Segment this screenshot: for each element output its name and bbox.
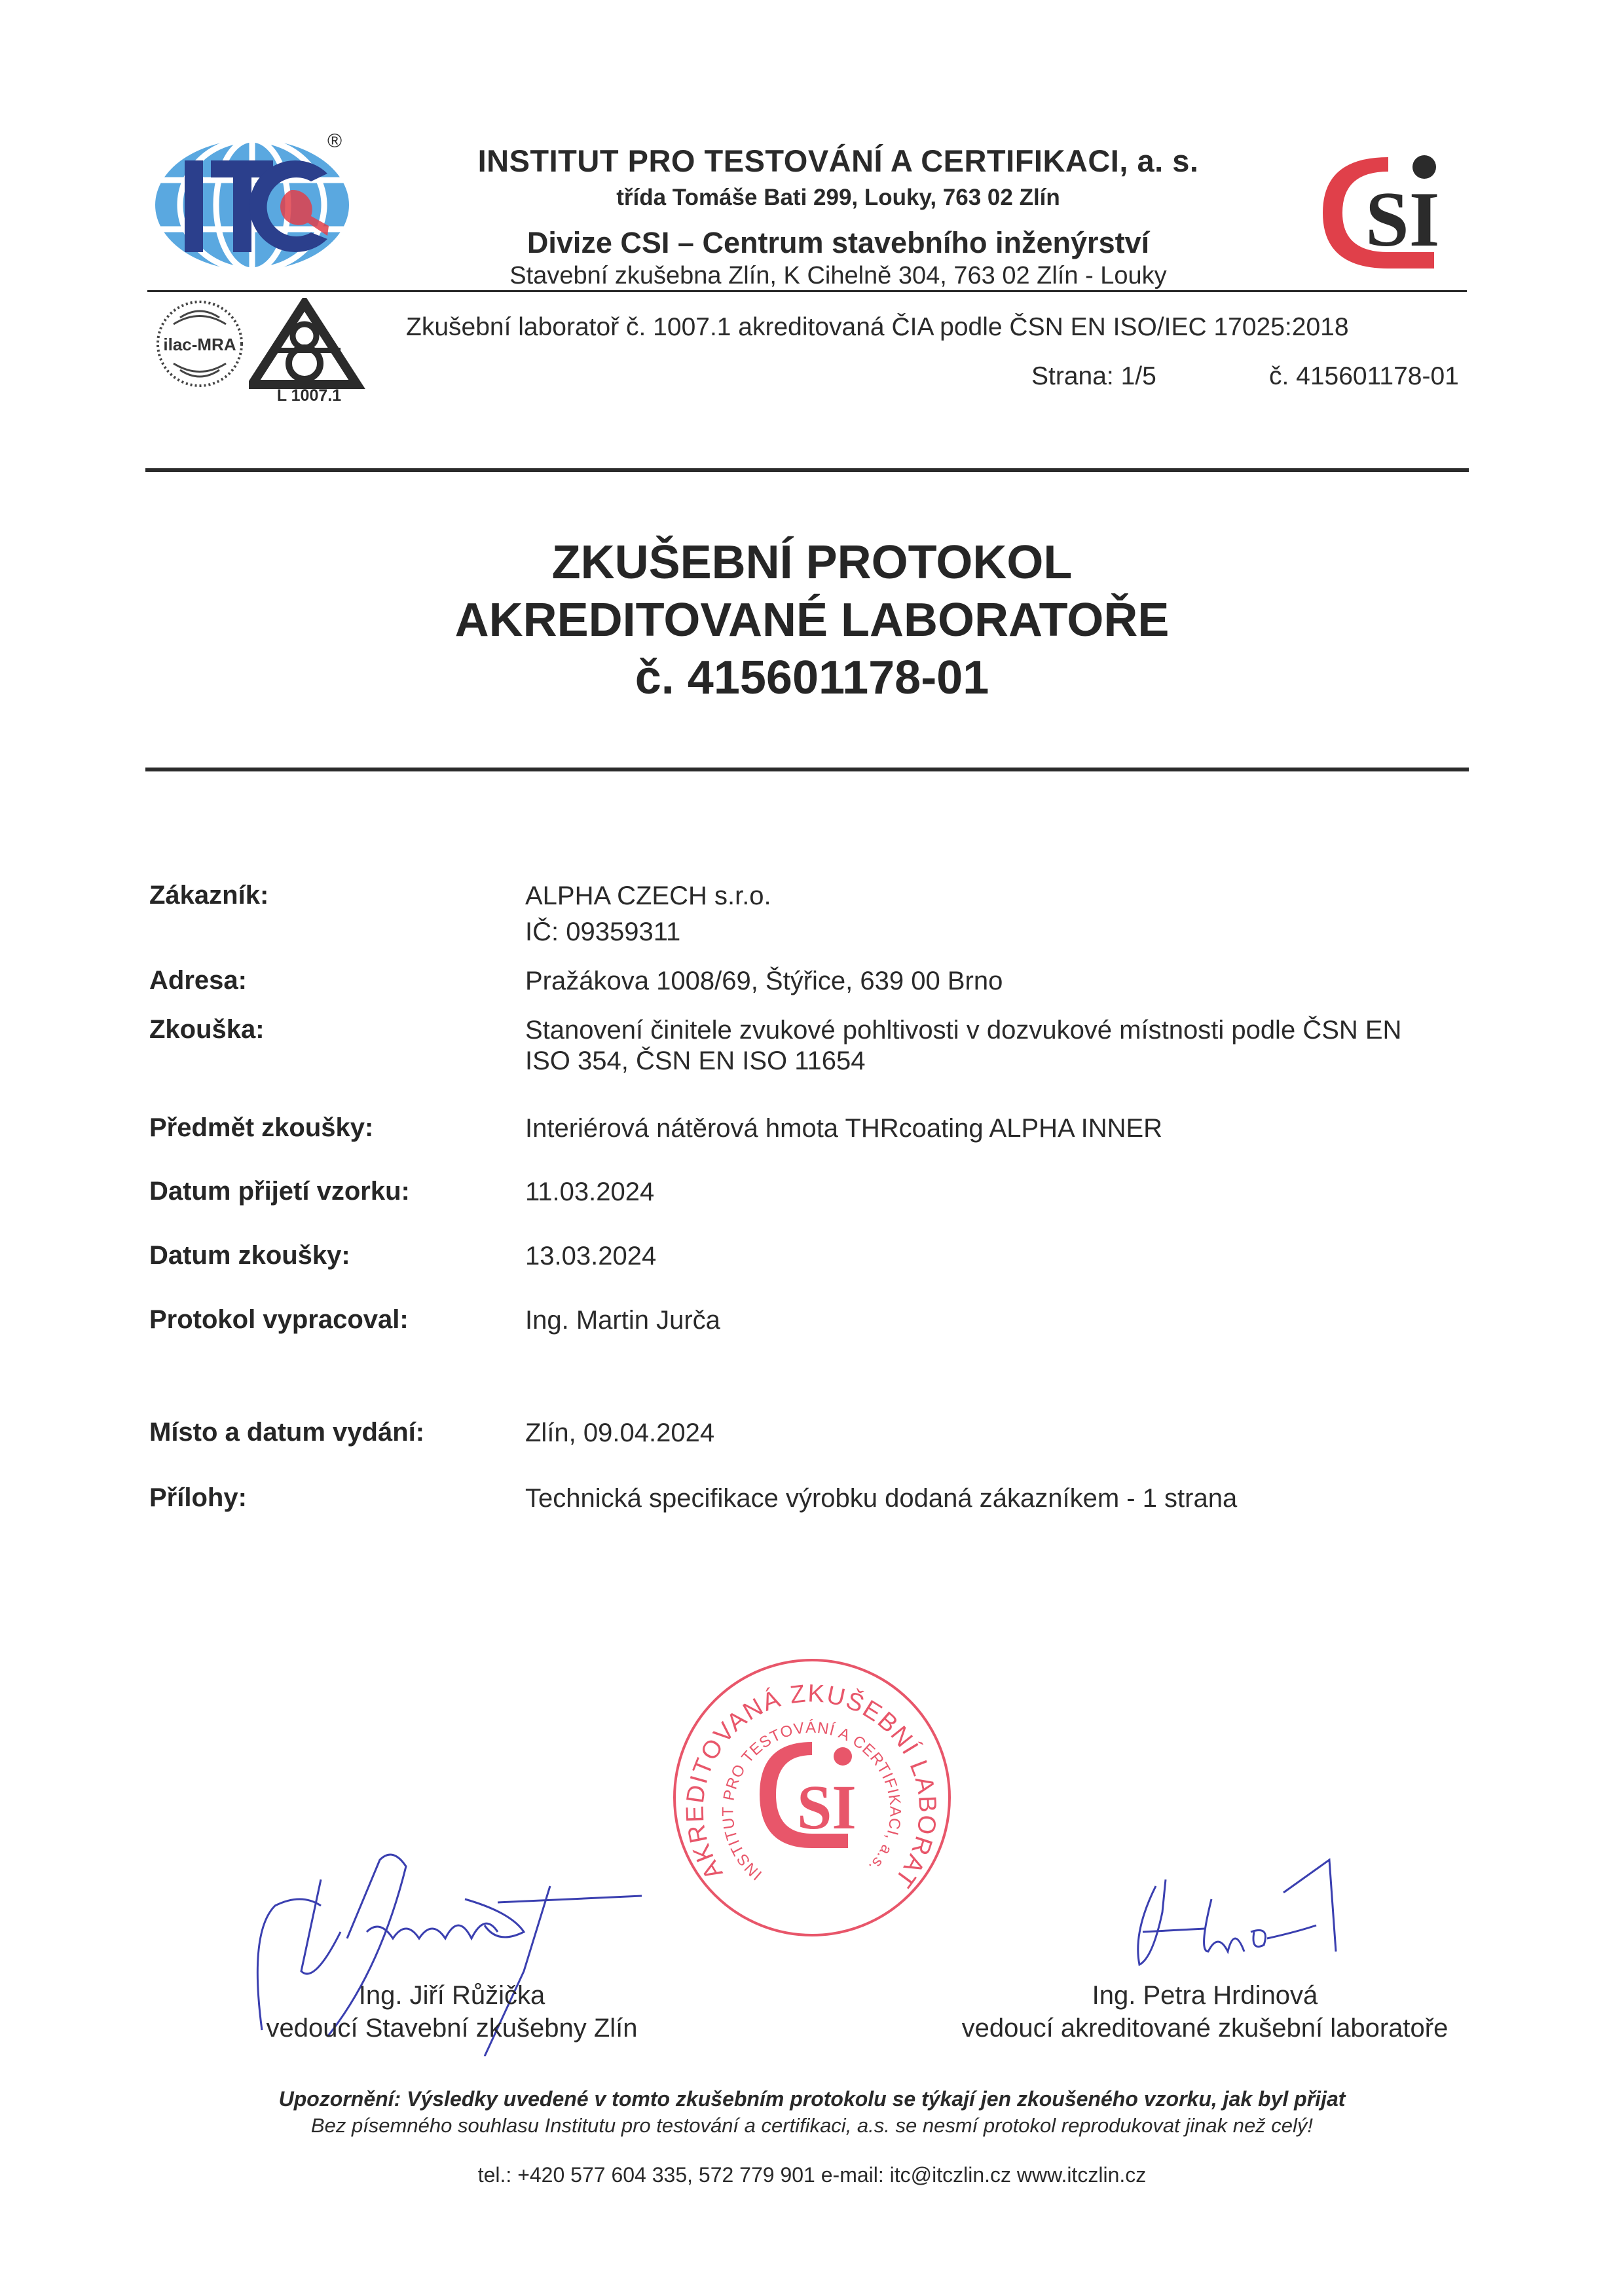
- field-value-address: Pražákova 1008/69, Štýřice, 639 00 Brno: [525, 967, 1003, 995]
- svg-text:AKREDITOVANÁ ZKUŠEBNÍ LABORATO: AKREDITOVANÁ ZKUŠEBNÍ LABORAT: [681, 1680, 942, 1893]
- field-value-customer-name: ALPHA CZECH s.r.o.: [525, 881, 771, 910]
- signatory-role-2: vedoucí akreditované zkušební laboratoře: [961, 2014, 1449, 2043]
- title-top-rule: [145, 468, 1469, 472]
- document-title-line1: ZKUŠEBNÍ PROTOKOL: [551, 536, 1073, 589]
- itc-logo: [151, 130, 360, 275]
- cia-triangle-icon: [249, 298, 367, 390]
- laboratory-stamp: [671, 1657, 959, 1945]
- header-divider: [147, 290, 1467, 292]
- svg-text:INSTITUT PRO TESTOVÁNÍ A CERTI: INSTITUT PRO TESTOVÁNÍ A CERTIFIKACI, a.s.: [719, 1718, 904, 1884]
- field-value-customer-ic: IČ: 09359311: [525, 917, 681, 946]
- document-title-line2: AKREDITOVANÉ LABORATOŘE: [454, 594, 1170, 646]
- ilac-mra-icon: [154, 298, 246, 390]
- field-label-place-date-issue: Místo a datum vydání:: [149, 1418, 425, 1447]
- handwritten-signature-icon: [1126, 1853, 1428, 1984]
- field-value-test-line2: ISO 354, ČSN EN ISO 11654: [525, 1046, 866, 1075]
- field-label-test-date: Datum zkoušky:: [149, 1241, 350, 1270]
- institute-address: třída Tomáše Bati 299, Louky, 763 02 Zlín: [616, 185, 1060, 210]
- ilac-mra-logo: [154, 298, 246, 390]
- field-label-address: Adresa:: [149, 966, 247, 995]
- field-label-prepared-by: Protokol vypracoval:: [149, 1305, 409, 1334]
- field-label-customer: Zákazník:: [149, 881, 269, 910]
- itc-globe-icon: [151, 134, 360, 275]
- field-value-attachments: Technická specifikace výrobku dodaná zákazníkem - 1 strana: [525, 1484, 1238, 1513]
- field-label-subject: Předmět zkoušky:: [149, 1113, 374, 1142]
- document-title-number: č. 415601178-01: [635, 652, 989, 704]
- signatory-name-1: Ing. Jiří Růžička: [358, 1981, 545, 2010]
- cia-code: L 1007.1: [276, 386, 342, 405]
- footer-notice-bold: Upozornění: Výsledky uvedené v tomto zkušebním protokolu se týkají jen zkoušeného vzorku, jak byl přijat: [278, 2087, 1346, 2111]
- svg-text:SI: SI: [1365, 176, 1440, 263]
- institute-name: INSTITUT PRO TESTOVÁNÍ A CERTIFIKACI, a. s.: [477, 143, 1199, 178]
- field-value-test-date: 13.03.2024: [525, 1242, 657, 1270]
- footer-notice: Bez písemného souhlasu Institutu pro testování a certifikaci, a.s. se nesmí protokol reprodukovat jinak než celý!: [310, 2114, 1314, 2137]
- csi-logo: [1303, 138, 1454, 282]
- field-value-place-date-issue: Zlín, 09.04.2024: [525, 1418, 715, 1447]
- cia-accreditation-logo: [249, 298, 367, 390]
- footer-contact: tel.: +420 577 604 335, 572 779 901 e-mail: itc@itczlin.cz www.itczlin.cz: [477, 2163, 1147, 2187]
- stamp-seal-icon: [671, 1657, 959, 1945]
- svg-text:ilac-MRA: ilac-MRA: [163, 335, 236, 354]
- field-label-attachments: Přílohy:: [149, 1483, 247, 1512]
- page-number: Strana: 1/5: [1031, 362, 1156, 390]
- accreditation-statement: Zkušební laboratoř č. 1007.1 akreditovaná ČIA podle ČSN EN ISO/IEC 17025:2018: [406, 313, 1349, 341]
- field-value-prepared-by: Ing. Martin Jurča: [525, 1306, 720, 1335]
- signatory-name-2: Ing. Petra Hrdinová: [1092, 1981, 1318, 2010]
- field-value-subject: Interiérová nátěrová hmota THRcoating ALPHA INNER: [525, 1114, 1163, 1143]
- field-label-test: Zkouška:: [149, 1015, 265, 1044]
- registered-mark: ®: [327, 130, 342, 152]
- field-value-sample-received: 11.03.2024: [525, 1177, 655, 1206]
- svg-text:SI: SI: [797, 1772, 857, 1842]
- document-number: č. 415601178-01: [1269, 362, 1459, 390]
- signature-hrdinova: [1126, 1853, 1428, 1984]
- laboratory-address: Stavební zkušebna Zlín, K Cihelně 304, 763 02 Zlín - Louky: [509, 262, 1167, 289]
- title-bottom-rule: [145, 768, 1469, 771]
- field-label-sample-received: Datum přijetí vzorku:: [149, 1177, 410, 1206]
- division-name: Divize CSI – Centrum stavebního inženýrství: [526, 226, 1150, 259]
- field-value-test-line1: Stanovení činitele zvukové pohltivosti v dozvukové místnosti podle ČSN EN: [525, 1016, 1402, 1045]
- signatory-role-1: vedoucí Stavební zkušebny Zlín: [266, 2014, 638, 2043]
- csi-logo-icon: [1303, 138, 1454, 282]
